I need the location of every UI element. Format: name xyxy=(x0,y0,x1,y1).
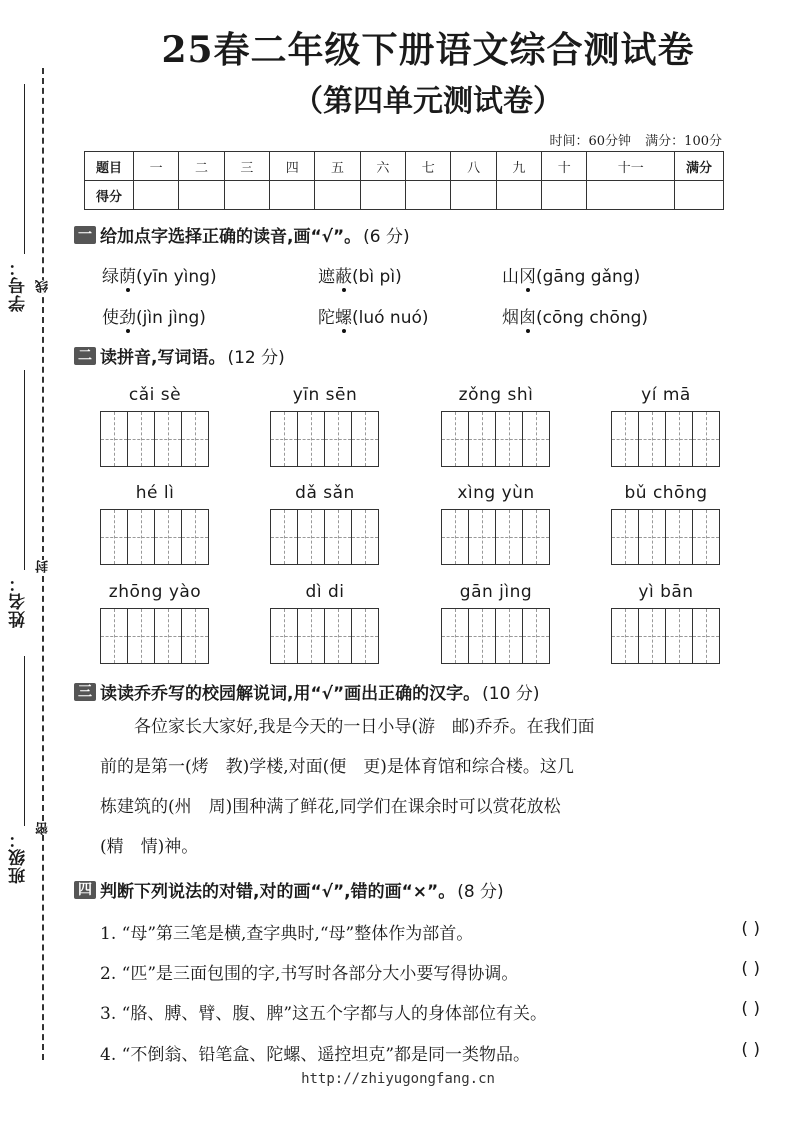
score-header: 二 xyxy=(179,152,224,181)
tianzige-box[interactable] xyxy=(127,411,155,467)
judge-item xyxy=(100,959,760,984)
section-1-heading xyxy=(74,222,410,247)
reading-item[interactable] xyxy=(102,262,217,287)
seal-secret-mark: 密 xyxy=(36,822,51,835)
pinyin-prompt: cǎi sè xyxy=(128,385,182,405)
pinyin-writing-item xyxy=(270,483,380,565)
answer-parentheses[interactable]: ( ) xyxy=(741,959,760,979)
score-header: 十一 xyxy=(587,152,675,181)
tianzige-box[interactable] xyxy=(351,411,379,467)
judge-statement: 4. “不倒翁、铅笔盒、陀螺、遥控坦克”都是同一类物品。 xyxy=(100,1045,531,1065)
tianzige-box[interactable] xyxy=(611,411,639,467)
page-subtitle: （第四单元测试卷） xyxy=(293,84,563,119)
section-number: 一 xyxy=(74,226,96,244)
tianzige-box[interactable] xyxy=(638,411,666,467)
pinyin-options: (luó nuó) xyxy=(352,308,429,328)
section-title: 给加点字选择正确的读音,画“√”。 xyxy=(100,227,362,247)
pinyin-writing-item xyxy=(441,582,551,664)
tianzige-box[interactable] xyxy=(638,509,666,565)
tianzige-box[interactable] xyxy=(522,509,550,565)
tianzige-box[interactable] xyxy=(100,411,128,467)
tianzige-box[interactable] xyxy=(611,608,639,664)
tianzige-box[interactable] xyxy=(154,411,182,467)
answer-parentheses[interactable]: ( ) xyxy=(741,1040,760,1060)
tianzige-box[interactable] xyxy=(297,411,325,467)
tianzige-box[interactable] xyxy=(270,509,298,565)
section-points: (12 分) xyxy=(227,348,285,368)
char: 烟 xyxy=(502,308,519,328)
tianzige-box[interactable] xyxy=(181,411,209,467)
seal-line-mark: 线 xyxy=(36,280,51,293)
section-number: 三 xyxy=(74,683,96,701)
section-3-heading xyxy=(74,679,539,704)
dotted-char: 荫 xyxy=(119,267,136,287)
pinyin-writing-item xyxy=(100,385,210,467)
tianzige-box[interactable] xyxy=(324,411,352,467)
full-score: 满分：100分 xyxy=(645,134,722,149)
dotted-char: 囱 xyxy=(519,308,536,328)
tianzige-box[interactable] xyxy=(665,509,693,565)
tianzige-box[interactable] xyxy=(468,608,496,664)
pinyin-writing-item xyxy=(611,483,721,565)
section-title: 读拼音,写词语。 xyxy=(100,348,226,368)
dotted-char: 螺 xyxy=(335,308,352,328)
tianzige-box[interactable] xyxy=(270,608,298,664)
pinyin-writing-item xyxy=(270,582,380,664)
char: 山 xyxy=(502,267,519,287)
pinyin-prompt: hé lì xyxy=(135,483,175,503)
tianzige-box[interactable] xyxy=(154,608,182,664)
dotted-char: 蔽 xyxy=(335,267,352,287)
name-label: 姓名： xyxy=(9,574,29,628)
tianzige-box[interactable] xyxy=(181,608,209,664)
pinyin-writing-item xyxy=(100,483,210,565)
pinyin-prompt: zhōng yào xyxy=(108,582,202,602)
score-header: 三 xyxy=(224,152,269,181)
pinyin-prompt: bǔ chōng xyxy=(624,483,708,503)
page-title: 25春二年级下册语文综合测试卷 xyxy=(161,29,695,71)
reading-item[interactable] xyxy=(502,303,648,328)
tianzige-box[interactable] xyxy=(692,411,720,467)
reading-item[interactable] xyxy=(102,303,206,328)
judge-item xyxy=(100,999,760,1024)
tianzige-box[interactable] xyxy=(324,509,352,565)
pinyin-prompt: dǎ sǎn xyxy=(295,483,355,503)
tianzige-box[interactable] xyxy=(100,509,128,565)
score-header: 五 xyxy=(315,152,360,181)
judge-item xyxy=(100,1040,760,1065)
passage-line: 前的是第一(烤 教)学楼,对面(便 更)是体育馆和综合楼。这几 xyxy=(100,757,574,777)
score-header: 七 xyxy=(406,152,451,181)
score-header: 十 xyxy=(542,152,587,181)
pinyin-writing-item xyxy=(611,582,721,664)
passage-line xyxy=(100,707,755,747)
seal-seal-mark: 封 xyxy=(36,560,51,573)
score-header: 八 xyxy=(451,152,496,181)
section-4-heading xyxy=(74,877,504,902)
char: 绿 xyxy=(102,267,119,287)
id-underline xyxy=(24,84,25,254)
pinyin-prompt: dì di xyxy=(305,582,345,602)
tianzige-box[interactable] xyxy=(692,608,720,664)
score-table xyxy=(84,151,724,210)
pinyin-options: (yīn yìng) xyxy=(136,267,217,287)
judge-statement: 2. “匹”是三面包围的字,书写时各部分大小要写得协调。 xyxy=(100,964,519,984)
pinyin-writing-item xyxy=(611,385,721,467)
reading-item[interactable] xyxy=(318,303,429,328)
pinyin-prompt: yì bān xyxy=(638,582,694,602)
time-limit: 时间：60分钟 xyxy=(549,134,632,149)
time-info xyxy=(539,130,722,149)
score-cell[interactable] xyxy=(542,181,587,210)
score-cell[interactable] xyxy=(451,181,496,210)
score-cell[interactable] xyxy=(496,181,541,210)
score-header: 一 xyxy=(134,152,179,181)
tianzige-box[interactable] xyxy=(441,509,469,565)
pinyin-writing-item xyxy=(441,385,551,467)
tianzige-box[interactable] xyxy=(522,608,550,664)
pinyin-options: (cōng chōng) xyxy=(536,308,649,328)
tianzige-box[interactable] xyxy=(181,509,209,565)
answer-parentheses[interactable]: ( ) xyxy=(741,999,760,1019)
score-cell[interactable] xyxy=(675,181,724,210)
tianzige-box[interactable] xyxy=(154,509,182,565)
pinyin-options: (jìn jìng) xyxy=(136,308,206,328)
tianzige-box[interactable] xyxy=(495,608,523,664)
class-underline xyxy=(24,656,25,826)
score-cell[interactable] xyxy=(360,181,405,210)
section-title: 判断下列说法的对错,对的画“√”,错的画“×”。 xyxy=(100,882,456,902)
score-cell[interactable] xyxy=(587,181,675,210)
tianzige-box[interactable] xyxy=(100,608,128,664)
tianzige-box[interactable] xyxy=(351,608,379,664)
section-2-heading xyxy=(74,343,285,368)
score-cell[interactable] xyxy=(179,181,224,210)
pinyin-prompt: yīn sēn xyxy=(292,385,358,405)
judge-statement: 1. “母”第三笔是横,查字典时,“母”整体作为部首。 xyxy=(100,924,474,944)
tianzige-box[interactable] xyxy=(611,509,639,565)
tianzige-box[interactable] xyxy=(665,608,693,664)
name-underline xyxy=(24,370,25,570)
section-number: 四 xyxy=(74,881,96,899)
char: 使 xyxy=(102,308,119,328)
score-cell[interactable] xyxy=(134,181,179,210)
pinyin-options: (gāng gǎng) xyxy=(536,267,641,287)
reading-item[interactable] xyxy=(502,262,640,287)
score-row-label: 得分 xyxy=(85,181,134,210)
footer-url[interactable]: http://zhiyugongfang.cn xyxy=(301,1071,495,1087)
tianzige-box[interactable] xyxy=(351,509,379,565)
tianzige-box[interactable] xyxy=(468,411,496,467)
score-header: 四 xyxy=(270,152,315,181)
pinyin-prompt: gān jìng xyxy=(459,582,533,602)
score-header: 满分 xyxy=(675,152,724,181)
pinyin-prompt: yí mā xyxy=(641,385,691,405)
id-label: 学号： xyxy=(9,258,29,312)
score-value-row xyxy=(85,181,724,210)
pinyin-prompt: zǒng shì xyxy=(458,385,534,405)
tianzige-box[interactable] xyxy=(324,608,352,664)
class-label: 班级： xyxy=(9,830,29,884)
score-cell[interactable] xyxy=(224,181,269,210)
tianzige-box[interactable] xyxy=(638,608,666,664)
score-cell[interactable] xyxy=(270,181,315,210)
score-header: 六 xyxy=(360,152,405,181)
tianzige-box[interactable] xyxy=(495,411,523,467)
score-cell[interactable] xyxy=(315,181,360,210)
section-points: (6 分) xyxy=(363,227,410,247)
section-points: (8 分) xyxy=(457,882,504,902)
tianzige-box[interactable] xyxy=(270,411,298,467)
pinyin-writing-item xyxy=(441,483,551,565)
pinyin-writing-item xyxy=(100,582,210,664)
explanation-passage[interactable] xyxy=(100,707,755,867)
score-header-row xyxy=(85,152,724,181)
passage-line: (精 情)神。 xyxy=(100,837,199,857)
tianzige-box[interactable] xyxy=(495,509,523,565)
answer-parentheses[interactable]: ( ) xyxy=(741,919,760,939)
section-title: 读读乔乔写的校园解说词,用“√”画出正确的汉字。 xyxy=(100,684,481,704)
judge-statement: 3. “胳、膊、臂、腹、脾”这五个字都与人的身体部位有关。 xyxy=(100,1004,548,1024)
dotted-char: 劲 xyxy=(119,308,136,328)
pinyin-options: (bì pì) xyxy=(352,267,402,287)
dotted-char: 冈 xyxy=(519,267,536,287)
tianzige-box[interactable] xyxy=(522,411,550,467)
tianzige-box[interactable] xyxy=(692,509,720,565)
tianzige-box[interactable] xyxy=(127,608,155,664)
passage-line: 栋建筑的(州 周)围种满了鲜花,同学们在课余时可以赏花放松 xyxy=(100,797,561,817)
char: 陀 xyxy=(318,308,335,328)
reading-item[interactable] xyxy=(318,262,402,287)
section-number: 二 xyxy=(74,347,96,365)
tianzige-box[interactable] xyxy=(297,608,325,664)
pinyin-writing-item xyxy=(270,385,380,467)
score-cell[interactable] xyxy=(406,181,451,210)
passage-text: 各位家长大家好,我是今天的一日小导(游 邮)乔乔。在我们面 xyxy=(134,717,595,737)
tianzige-box[interactable] xyxy=(441,411,469,467)
tianzige-box[interactable] xyxy=(297,509,325,565)
char: 遮 xyxy=(318,267,335,287)
judge-item xyxy=(100,919,760,944)
tianzige-box[interactable] xyxy=(468,509,496,565)
tianzige-box[interactable] xyxy=(127,509,155,565)
score-header: 题目 xyxy=(85,152,134,181)
tianzige-box[interactable] xyxy=(665,411,693,467)
section-points: (10 分) xyxy=(482,684,540,704)
score-header: 九 xyxy=(496,152,541,181)
tianzige-box[interactable] xyxy=(441,608,469,664)
pinyin-prompt: xìng yùn xyxy=(457,483,535,503)
